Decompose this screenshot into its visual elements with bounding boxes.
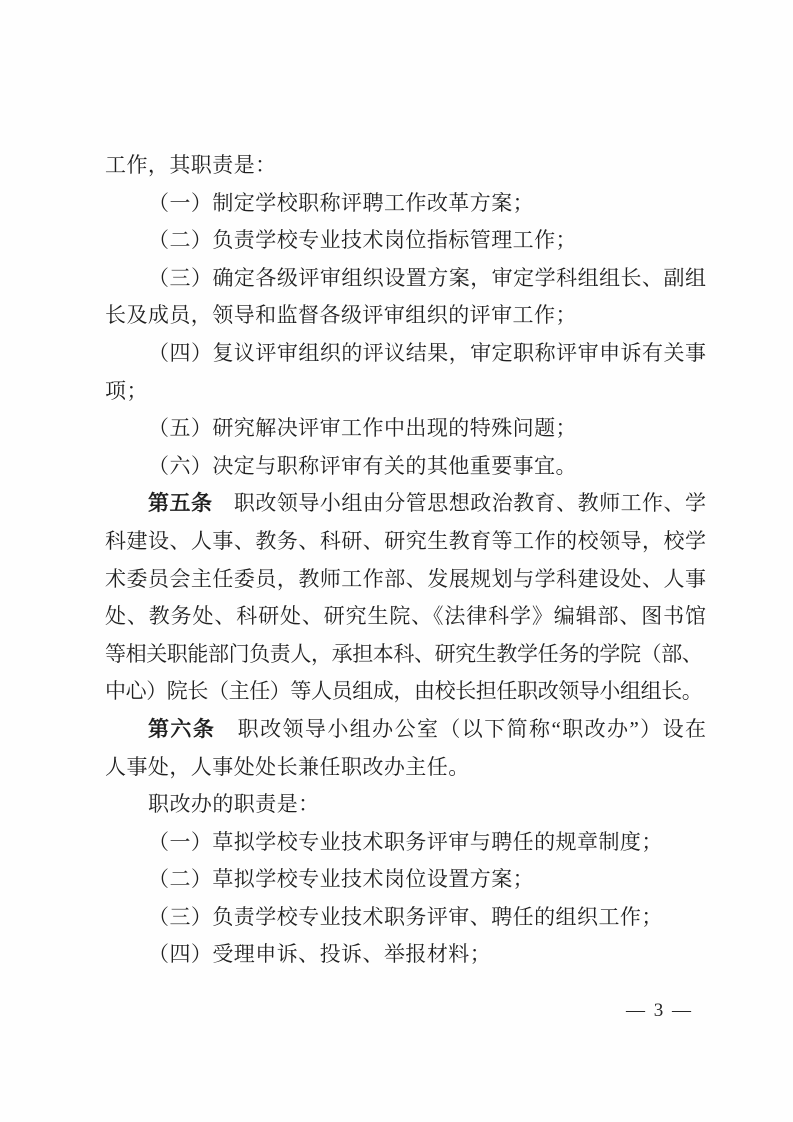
text-run: （三）确定各级评审组织设置方案，审定学科组组长、副组 (148, 265, 706, 290)
text-line (105, 673, 706, 711)
text-line (105, 861, 706, 899)
text-block (105, 147, 706, 974)
text-run: （六）决定与职称评审有关的其他重要事宜。 (148, 453, 577, 478)
article-number-heading: 第六条 (148, 716, 216, 741)
text-line (105, 297, 706, 335)
text-run: （二）负责学校专业技术岗位指标管理工作； (148, 228, 577, 253)
text-run: （四）受理申诉、投诉、举报材料； (148, 942, 492, 967)
text-run: 人事处，人事处处长兼任职改办主任。 (105, 754, 470, 779)
text-line (105, 523, 706, 561)
article-number-heading: 第五条 (148, 491, 213, 516)
text-line (105, 598, 706, 636)
text-run: （五）研究解决评审工作中出现的特殊问题； (148, 416, 577, 441)
text-line (105, 185, 706, 223)
text-run: 长及成员，领导和监督各级评审组织的评审工作； (105, 303, 577, 328)
text-line (105, 561, 706, 599)
text-run: （一）制定学校职称评聘工作改革方案； (148, 190, 535, 215)
text-run: （四）复议评审组织的评议结果，审定职称评审申诉有关事 (148, 340, 706, 365)
text-run: （一）草拟学校专业技术职务评审与聘任的规章制度； (148, 829, 663, 854)
text-line (105, 410, 706, 448)
text-run: 职改领导小组办公室（以下简称“职改办”）设在 (215, 716, 707, 741)
text-line (105, 485, 706, 523)
text-run: （三）负责学校专业技术职务评审、聘任的组织工作； (148, 904, 663, 929)
text-line (105, 260, 706, 298)
text-run: 职改办的职责是： (148, 792, 320, 817)
text-run: 等相关职能部门负责人，承担本科、研究生教学任务的学院（部、 (105, 641, 703, 666)
text-line (105, 636, 706, 674)
text-line (105, 711, 706, 749)
text-line (105, 147, 706, 185)
text-run: 工作，其职责是： (105, 153, 277, 177)
text-run: 中心）院长（主任）等人员组成，由校长担任职改领导小组组长。 (105, 679, 703, 704)
text-line (105, 824, 706, 862)
text-run: 术委员会主任委员，教师工作部、发展规划与学科建设处、人事 (105, 566, 706, 591)
text-run: 项； (105, 378, 148, 403)
page-number: — 3 — (626, 1000, 693, 1021)
text-line (105, 899, 706, 937)
text-line (105, 448, 706, 486)
text-line (105, 222, 706, 260)
text-line (105, 373, 706, 411)
text-run: 处、教务处、科研处、研究生院、《法律科学》编辑部、图书馆 (105, 604, 706, 629)
text-line (105, 749, 706, 787)
text-run: 职改领导小组由分管思想政治教育、教师工作、学 (212, 491, 707, 516)
text-run: （二）草拟学校专业技术岗位设置方案； (148, 867, 535, 892)
text-line (105, 786, 706, 824)
text-line (105, 335, 706, 373)
text-run: 科建设、人事、教务、科研、研究生教育等工作的校领导，校学 (105, 528, 706, 553)
text-line (105, 936, 706, 974)
